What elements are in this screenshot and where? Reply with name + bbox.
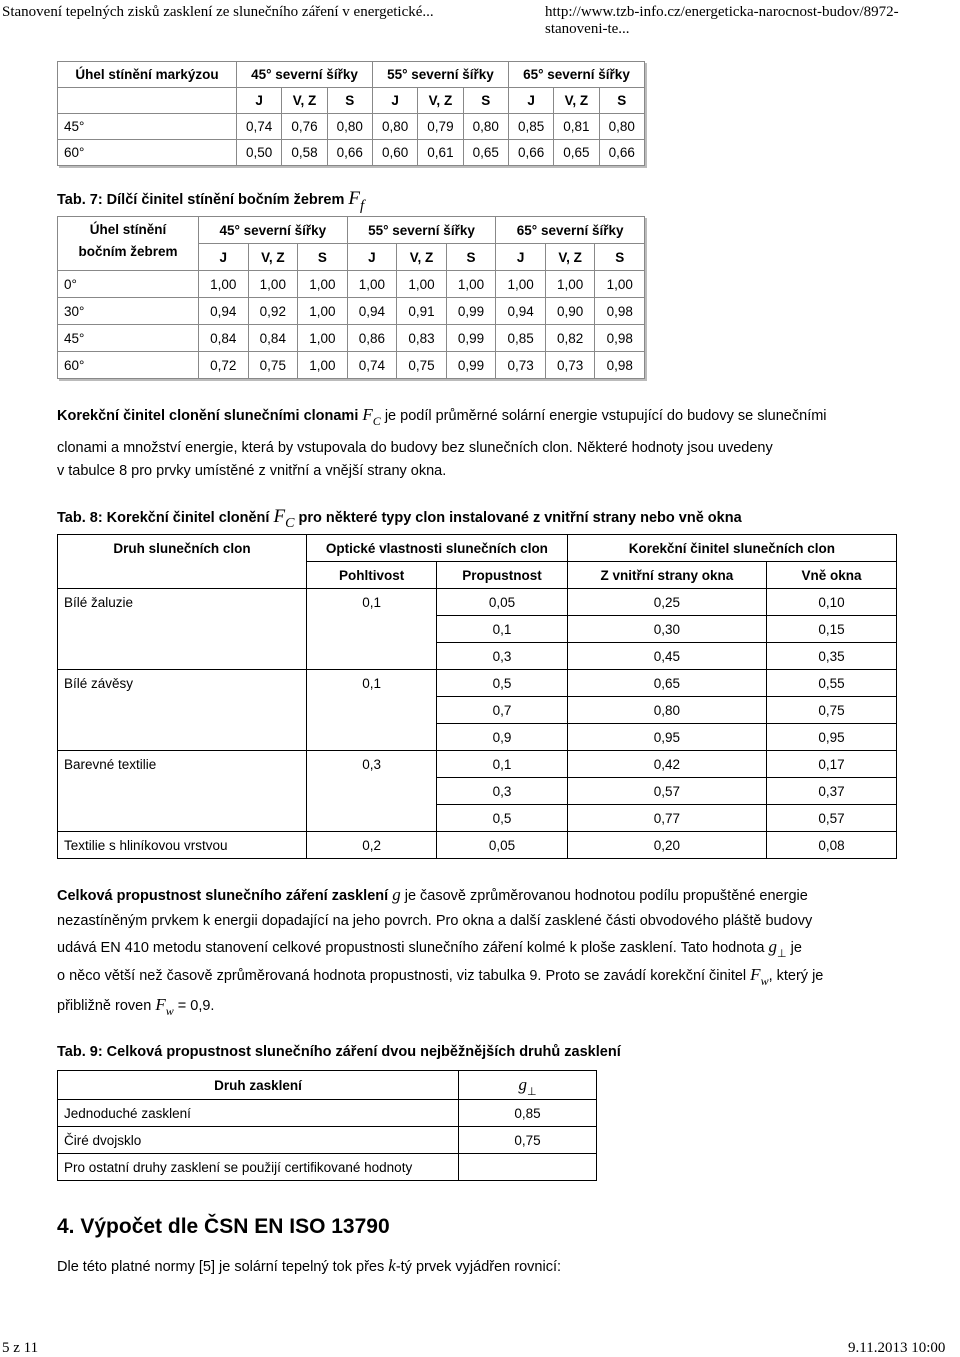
table-cell: 1,00 [496, 271, 546, 298]
table-cell: 0,98 [595, 352, 645, 379]
bold-term: Celková propustnost slunečního záření zasklení [57, 888, 389, 904]
paragraph-text: = 0,9. [177, 998, 215, 1014]
table-cell [459, 1154, 597, 1181]
paragraph-text: -tý prvek vyjádřen rovnicí: [395, 1259, 562, 1275]
table-row [58, 589, 897, 616]
table-cell: 0,35 [767, 643, 897, 670]
table-row [58, 1154, 597, 1181]
table-cell [58, 778, 307, 805]
paragraph-text: je [790, 940, 802, 956]
table-cell: 0,95 [567, 724, 766, 751]
table-header-cell: V, Z [397, 244, 447, 271]
table-cell: 0,80 [372, 114, 417, 140]
table-cell: 0,80 [327, 114, 372, 140]
table-cell: 0,99 [446, 298, 496, 325]
table-cell: 0,90 [545, 298, 595, 325]
table-header-cell: Propustnost [437, 562, 567, 589]
table-cell: 0,82 [545, 325, 595, 352]
table-cell: 0,84 [199, 325, 249, 352]
table-cell: 1,00 [545, 271, 595, 298]
table-header-cell: 65° severní šířky [496, 217, 645, 244]
table-cell: 0,94 [199, 298, 249, 325]
table-header-cell: S [327, 88, 372, 114]
table-row [58, 805, 897, 832]
table-cell [58, 724, 307, 751]
table-cell: 0,60 [372, 140, 417, 166]
table-row [58, 1100, 597, 1127]
table-cell: 0,1 [307, 589, 437, 616]
perp-icon: ⊥ [526, 1086, 537, 1098]
tab9-caption: Tab. 9: Celková propustnost slunečního záření dvou nejběžnějších druhů zasklení [57, 1044, 621, 1060]
table-header-cell: V, Z [554, 88, 599, 114]
table-header-cell: Úhel stínění markýzou [58, 62, 237, 88]
paragraph-line [57, 403, 897, 428]
table-cell: 0,86 [347, 325, 397, 352]
table-row [58, 352, 645, 379]
table-cell: 0,80 [567, 697, 766, 724]
table-cell: 0,79 [418, 114, 463, 140]
table-header-cell [58, 217, 199, 271]
table-cell: 0,5 [437, 805, 567, 832]
table-cell: 0,98 [595, 298, 645, 325]
table-cell [58, 643, 307, 670]
table-cell: 45° [58, 114, 237, 140]
tab7-caption [57, 188, 365, 214]
table-cell: 45° [58, 325, 199, 352]
table-header-cell: 45° severní šířky [199, 217, 348, 244]
table-cell: Jednoduché zasklení [58, 1100, 459, 1127]
table-cell [307, 778, 437, 805]
table-header-cell: 45° severní šířky [237, 62, 373, 88]
paragraph-text: je podíl průměrné solární energie vstupující do budovy se slunečními [384, 408, 827, 424]
table-cell: 0,3 [437, 778, 567, 805]
tab8-caption-text-2: pro některé typy clon instalované z vnitřní strany nebo vně okna [298, 510, 742, 526]
table-cell: Bílé žaluzie [58, 589, 307, 616]
table-header-cell: 55° severní šířky [347, 217, 496, 244]
table-row [58, 271, 645, 298]
table-cell: 1,00 [298, 325, 348, 352]
table-cell: 0,85 [496, 325, 546, 352]
paragraph-line: clonami a množství energie, která by vstupovala do budovy bez slunečních clon. Některé hodnoty jsou uvedeny [57, 440, 773, 456]
table-header-cell: Vně okna [767, 562, 897, 589]
table-header-cell: Korekční činitel slunečních clon [567, 535, 896, 562]
table-cell: 0,75 [767, 697, 897, 724]
table-cell: 0,45 [567, 643, 766, 670]
table-cell: 0,91 [397, 298, 447, 325]
table-cell: 0,7 [437, 697, 567, 724]
table-cell: 0,77 [567, 805, 766, 832]
table-cell: 0,99 [446, 325, 496, 352]
table-row [58, 778, 897, 805]
table-cell: 0,84 [248, 325, 298, 352]
table-cell: 0,58 [282, 140, 327, 166]
table-row [58, 643, 897, 670]
symbol-sub: w [760, 974, 769, 988]
table-cell: 0,65 [463, 140, 508, 166]
table-cell: 0,65 [554, 140, 599, 166]
table-cell: 0,57 [567, 778, 766, 805]
paragraph-text: udává EN 410 metodu stanovení celkové propustnosti slunečního záření kolmé k ploše zasklení. Tato hodnota [57, 940, 765, 956]
table-cell: 0,9 [437, 724, 567, 751]
table-cell: 0,17 [767, 751, 897, 778]
table-cell: 0,42 [567, 751, 766, 778]
paragraph-text: Dle této platné normy [5] je solární tepelný tok přes [57, 1259, 385, 1275]
table-cell: 1,00 [298, 352, 348, 379]
tab8-caption [57, 506, 742, 531]
table-cell: 0,94 [496, 298, 546, 325]
page-footer-page: 5 z 11 [2, 1340, 39, 1356]
tab8-caption-text: Tab. 8: Korekční činitel clonění [57, 510, 270, 526]
table-header-cell: J [372, 88, 417, 114]
table-cell [307, 805, 437, 832]
paragraph-line [57, 882, 897, 909]
table-row [58, 724, 897, 751]
table-cell: 0,81 [554, 114, 599, 140]
table-header-cell: J [199, 244, 249, 271]
table-cell [307, 697, 437, 724]
table-cell: 1,00 [298, 298, 348, 325]
tab7-symbol-sub: f [360, 198, 365, 214]
symbol-f: F [750, 965, 761, 984]
table-header-cell: Druh zasklení [58, 1071, 459, 1100]
table-header-cell: Pohltivost [307, 562, 437, 589]
table-row [58, 616, 897, 643]
paragraph-solar [57, 1254, 897, 1279]
table-cell: 0,95 [767, 724, 897, 751]
paragraph-line: v tabulce 8 pro prvky umístěné z vnitřní a vnější strany okna. [57, 463, 447, 479]
paragraph-line: nezastíněným prvkem k energii dopadající na jeho povrch. Pro okna a další zasklené části obvodového pláště budovy [57, 913, 813, 929]
paragraph-text: o něco větší než časově zprůměrovaná hodnota propustnosti, viz tabulka 9. Proto se zavádí korekční činitel [57, 968, 747, 984]
table-header-cell: J [508, 88, 553, 114]
table-cell: 0,25 [567, 589, 766, 616]
table-row [58, 697, 897, 724]
perp-icon: ⊥ [776, 948, 787, 960]
table-cell: 0,73 [496, 352, 546, 379]
table-tab7 [57, 216, 645, 379]
table-cell: 0° [58, 271, 199, 298]
table-cell: 0,2 [307, 832, 437, 859]
table-cell: 0,05 [437, 589, 567, 616]
symbol-f: F [155, 995, 166, 1014]
table-cell: 0,74 [347, 352, 397, 379]
table-cell: 60° [58, 140, 237, 166]
table-cell [58, 805, 307, 832]
symbol-g-perp: g [768, 937, 777, 956]
table-cell: 0,80 [463, 114, 508, 140]
table-subheader-row [58, 88, 645, 114]
table-cell: 0,15 [767, 616, 897, 643]
table-cell [307, 643, 437, 670]
table-cell: 60° [58, 352, 199, 379]
table-cell: 0,57 [767, 805, 897, 832]
table-cell: 0,1 [437, 751, 567, 778]
table-cell: Textilie s hliníkovou vrstvou [58, 832, 307, 859]
tab8-symbol: F [273, 506, 286, 527]
table-cell: Čiré dvojsklo [58, 1127, 459, 1154]
table-cell: 0,61 [418, 140, 463, 166]
table-header-cell: J [347, 244, 397, 271]
table-cell: 0,5 [437, 670, 567, 697]
table-cell: 0,94 [347, 298, 397, 325]
table-cell: 0,92 [248, 298, 298, 325]
table-cell: 0,37 [767, 778, 897, 805]
table-header-cell: Optické vlastnosti slunečních clon [307, 535, 568, 562]
table-cell: 0,3 [437, 643, 567, 670]
tab7-header-line1: Úhel stínění [89, 222, 167, 237]
table-cell: Barevné textilie [58, 751, 307, 778]
table-cell: 1,00 [347, 271, 397, 298]
table-cell: 0,75 [248, 352, 298, 379]
page-header-url: http://www.tzb-info.cz/energeticka-narocnost-budov/8972-stanoveni-te... [545, 4, 899, 37]
table-header-cell: 65° severní šířky [508, 62, 644, 88]
table-cell: 0,75 [397, 352, 447, 379]
table-cell: 0,76 [282, 114, 327, 140]
table-markyza [57, 61, 645, 166]
table-cell: 0,98 [595, 325, 645, 352]
symbol-k: k [388, 1256, 396, 1275]
table-header-cell [459, 1071, 597, 1100]
table-cell: 0,1 [307, 670, 437, 697]
table-cell: 0,66 [508, 140, 553, 166]
table-cell: 0,73 [545, 352, 595, 379]
paragraph-fc [57, 403, 897, 483]
symbol-sub: w [165, 1004, 174, 1018]
table-header-cell: S [599, 88, 644, 114]
table-cell: 0,1 [437, 616, 567, 643]
table-cell: 1,00 [397, 271, 447, 298]
table-header-cell: V, Z [248, 244, 298, 271]
table-header-cell: S [463, 88, 508, 114]
table-cell: 1,00 [595, 271, 645, 298]
table-cell: 30° [58, 298, 199, 325]
table-cell: Bílé závěsy [58, 670, 307, 697]
table-header-row [58, 535, 897, 562]
table-header-row [58, 217, 645, 244]
table-row [58, 114, 645, 140]
paragraph-text: přibližně roven [57, 998, 152, 1014]
table-header-cell: S [595, 244, 645, 271]
page-header-title: Stanovení tepelných zisků zasklení ze slunečního záření v energetické... [2, 4, 434, 20]
paragraph-text: je časově zprůměrovanou hodnotou podílu propuštěné energie [404, 888, 808, 904]
table-cell: 0,20 [567, 832, 766, 859]
table-header-cell: V, Z [418, 88, 463, 114]
table-cell: 0,80 [599, 114, 644, 140]
table-cell: 0,85 [459, 1100, 597, 1127]
table-cell: 0,55 [767, 670, 897, 697]
tab8-symbol-sub: C [285, 516, 295, 531]
table-cell: 0,10 [767, 589, 897, 616]
table-header-row [58, 62, 645, 88]
table-row [58, 832, 897, 859]
table-cell: Pro ostatní druhy zasklení se použijí certifikované hodnoty [58, 1154, 459, 1181]
symbol-f: F [362, 405, 373, 424]
table-tab9 [57, 1070, 597, 1181]
tab7-symbol: F [348, 188, 361, 209]
bold-term: Korekční činitel clonění slunečními clonami [57, 408, 359, 424]
table-row [58, 140, 645, 166]
table-header-cell: J [496, 244, 546, 271]
table-cell [58, 697, 307, 724]
table-header-cell: V, Z [545, 244, 595, 271]
table-header-cell: S [298, 244, 348, 271]
symbol-sub: C [372, 414, 381, 428]
table-cell: 0,83 [397, 325, 447, 352]
table-row [58, 670, 897, 697]
table-header-cell: J [237, 88, 282, 114]
table-cell: 0,75 [459, 1127, 597, 1154]
table-cell: 1,00 [446, 271, 496, 298]
table-row [58, 325, 645, 352]
table-cell: 1,00 [248, 271, 298, 298]
table-cell [58, 88, 237, 114]
table-row [58, 751, 897, 778]
table-cell [58, 616, 307, 643]
paragraph-g [57, 882, 897, 1019]
table-cell: 0,65 [567, 670, 766, 697]
table-cell: 0,74 [237, 114, 282, 140]
table-cell: 0,3 [307, 751, 437, 778]
table-row [58, 1127, 597, 1154]
table-cell: 0,30 [567, 616, 766, 643]
table-cell [307, 724, 437, 751]
table-cell: 0,66 [599, 140, 644, 166]
table-tab8 [57, 534, 897, 859]
table-cell [307, 616, 437, 643]
table-cell: 0,72 [199, 352, 249, 379]
table-cell: 0,05 [437, 832, 567, 859]
symbol-g: g [518, 1075, 527, 1094]
table-cell: 0,08 [767, 832, 897, 859]
paragraph-line [57, 934, 897, 962]
table-cell: 0,99 [446, 352, 496, 379]
table-header-cell: 55° severní šířky [372, 62, 508, 88]
tab7-header-line2: bočním žebrem [78, 244, 178, 259]
table-row [58, 298, 645, 325]
table-header-cell: Z vnitřní strany okna [567, 562, 766, 589]
table-cell: 0,66 [327, 140, 372, 166]
paragraph-line [57, 992, 897, 1019]
symbol-g: g [392, 885, 401, 904]
page-footer-datetime: 9.11.2013 10:00 [848, 1340, 946, 1356]
table-header-cell: S [446, 244, 496, 271]
paragraph-text: , který je [768, 968, 824, 984]
table-cell: 1,00 [298, 271, 348, 298]
paragraph-line [57, 962, 897, 989]
table-cell: 0,50 [237, 140, 282, 166]
table-cell: 0,85 [508, 114, 553, 140]
table-header-cell: V, Z [282, 88, 327, 114]
tab7-caption-text: Tab. 7: Dílčí činitel stínění bočním žebrem [57, 192, 345, 208]
section-heading: 4. Výpočet dle ČSN EN ISO 13790 [57, 1215, 390, 1238]
table-header-row [58, 1071, 597, 1100]
table-header-cell: Druh slunečních clon [58, 535, 307, 589]
table-cell: 1,00 [199, 271, 249, 298]
